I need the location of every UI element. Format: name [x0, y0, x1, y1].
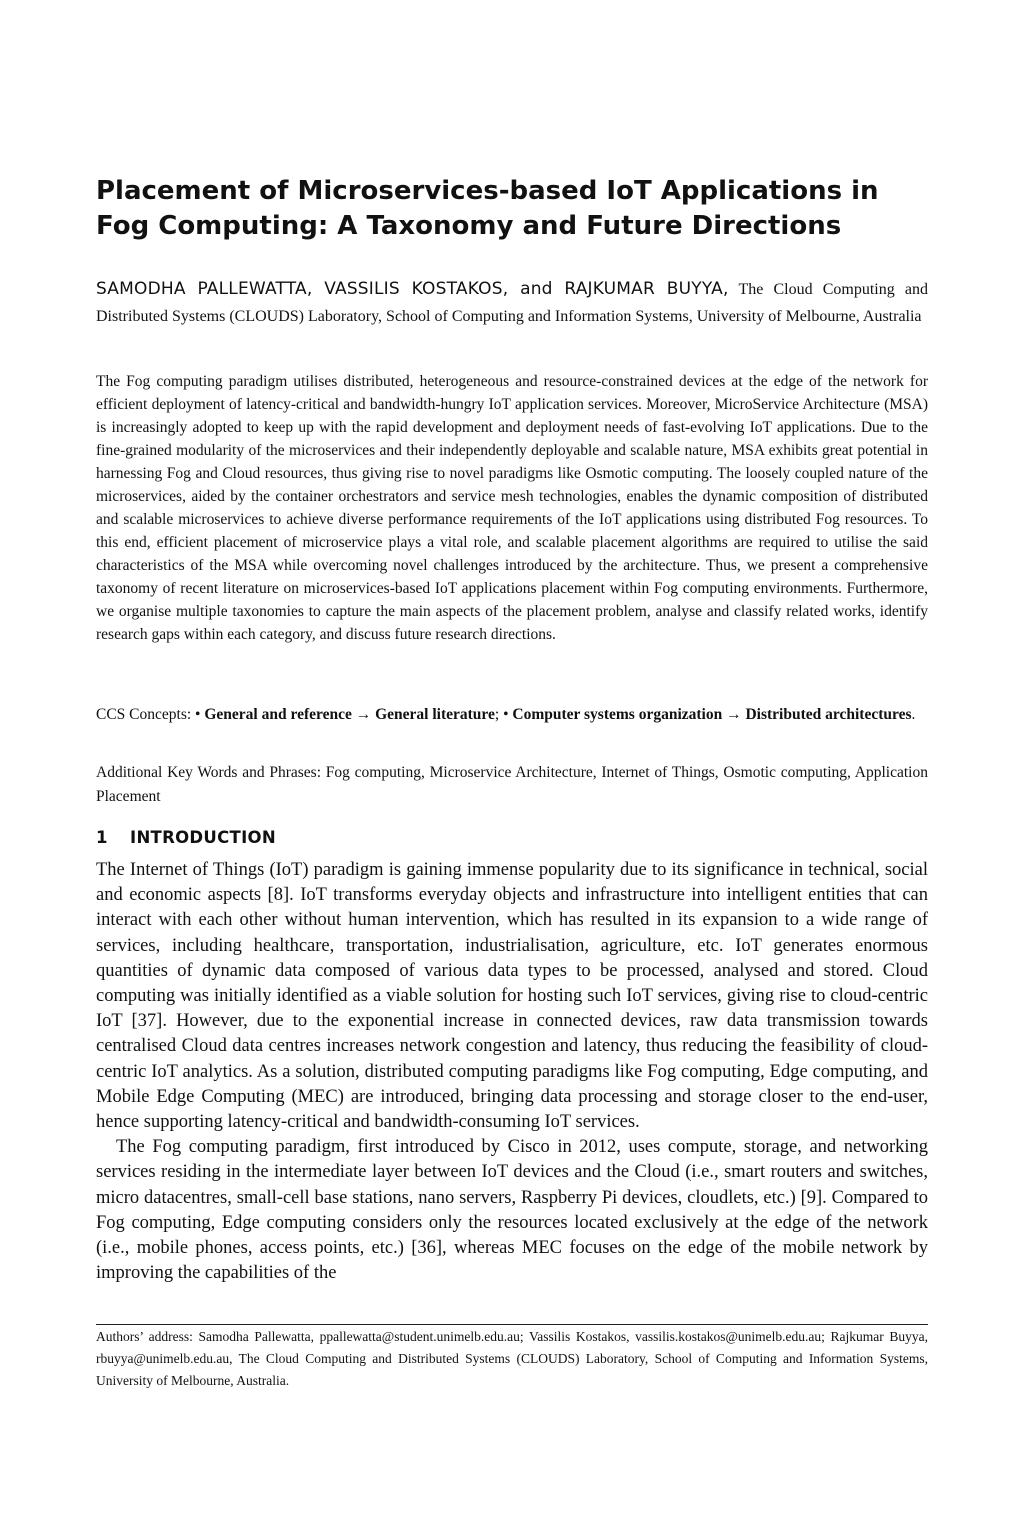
paper-title: Placement of Microservices-based IoT Applications in Fog Computing: A Taxonomy and Future Directions — [96, 176, 879, 241]
authors-address-footnote: Authors’ address: Samodha Pallewatta, ppallewatta@student.unimelb.edu.au; Vassilis Kostakos, vassilis.kostakos@unimelb.edu.au; Rajkumar Buyya, rbuyya@unimelb.edu.au, The Cloud Computing and Distributed Systems (CLOUDS) Laboratory, School of Computing and Information Systems, University of Melbourne, Australia. — [96, 1329, 928, 1388]
body-paragraph: The Fog computing paradigm, first introduced by Cisco in 2012, uses compute, storage, and networking services residing in the intermediate layer between IoT devices and the Cloud (i.e., smart routers and switches, micro datacentres, small-cell base stations, nano servers, Raspberry Pi devices, cloudlets, etc.) [9]. Compared to Fog computing, Edge computing considers only the resources located exclusively at the edge of the network (i.e., mobile phones, access points, etc.) [36], whereas MEC focuses on the edge of the mobile network by improving the capabilities of the — [96, 1137, 928, 1284]
body-paragraph: The Internet of Things (IoT) paradigm is gaining immense popularity due to its significance in technical, social and economic aspects [8]. IoT transforms everyday objects and infrastructure into intelligent entities that can interact with each other without human intervention, which has resulted in its expansion to a wide range of services, including healthcare, transportation, industrialisation, agriculture, etc. IoT generates enormous quantities of dynamic data composed of various data types to be processed, analysed and stored. Cloud computing was initially identified as a viable solution for hosting such IoT services, giving rise to cloud-centric IoT [37]. However, due to the exponential increase in connected devices, raw data transmission towards centralised Cloud data centres increases network congestion and latency, thus reducing the feasibility of cloud-centric IoT analytics. As a solution, distributed computing paradigms like Fog computing, Edge computing, and Mobile Edge Computing (MEC) are introduced, bringing data processing and storage closer to the end-user, hence supporting latency-critical and bandwidth-consuming IoT services. — [96, 860, 928, 1133]
arxiv-sidebar — [14, 287, 86, 1039]
ccs-arrow-1: → — [355, 706, 372, 723]
ccs-separator: ; — [494, 706, 500, 723]
ccs-item2-concept: Distributed architectures — [745, 706, 912, 723]
ccs-end: . — [911, 706, 916, 723]
ccs-item1-concept: General literature — [375, 706, 495, 723]
author-block — [96, 276, 928, 330]
section-heading — [96, 828, 928, 847]
section-title: INTRODUCTION — [130, 828, 276, 847]
author-affiliation: The Cloud Computing and Distributed Systems (CLOUDS) Laboratory, School of Computing and Information Systems, University of Melbourne, Australia — [96, 281, 928, 325]
ccs-concepts — [96, 703, 928, 726]
ccs-item1-category: General and reference — [204, 706, 352, 723]
author-names: SAMODHA PALLEWATTA, VASSILIS KOSTAKOS, and RAJKUMAR BUYYA, — [96, 279, 729, 299]
keywords: Additional Key Words and Phrases: Fog computing, Microservice Architecture, Internet of Things, Osmotic computing, Application Placement — [96, 764, 928, 805]
ccs-arrow-2: → — [726, 706, 742, 723]
ccs-bullet-1: • — [195, 706, 201, 723]
section-number: 1 — [96, 828, 108, 847]
ccs-label: CCS Concepts: — [96, 706, 192, 723]
abstract: The Fog computing paradigm utilises distributed, heterogeneous and resource-constrained devices at the edge of the network for efficient deployment of latency-critical and bandwidth-hungry IoT application services. Moreover, MicroService Architecture (MSA) is increasingly adopted to keep up with the rapid development and deployment needs of fast-evolving IoT applications. Due to the fine-grained modularity of the microservices and their independently deployable and scalable nature, MSA exhibits great potential in harnessing Fog and Cloud resources, thus giving rise to novel paradigms like Osmotic computing. The loosely coupled nature of the microservices, aided by the container orchestrators and service mesh technologies, enables the dynamic composition of distributed and scalable microservices to achieve diverse performance requirements of the IoT applications using distributed Fog resources. To this end, efficient placement of microservice plays a vital role, and scalable placement algorithms are required to utilise the said characteristics of the MSA while overcoming novel challenges introduced by the architecture. Thus, we present a comprehensive taxonomy of recent literature on microservices-based IoT applications placement within Fog computing environments. Furthermore, we organise multiple taxonomies to capture the main aspects of the placement problem, analyse and classify related works, identify research gaps within each category, and discuss future research directions. — [96, 373, 928, 643]
ccs-bullet-2: • — [503, 706, 509, 723]
body-text — [96, 858, 928, 1286]
ccs-item2-category: Computer systems organization — [512, 706, 723, 723]
footnote-divider — [96, 1324, 928, 1325]
